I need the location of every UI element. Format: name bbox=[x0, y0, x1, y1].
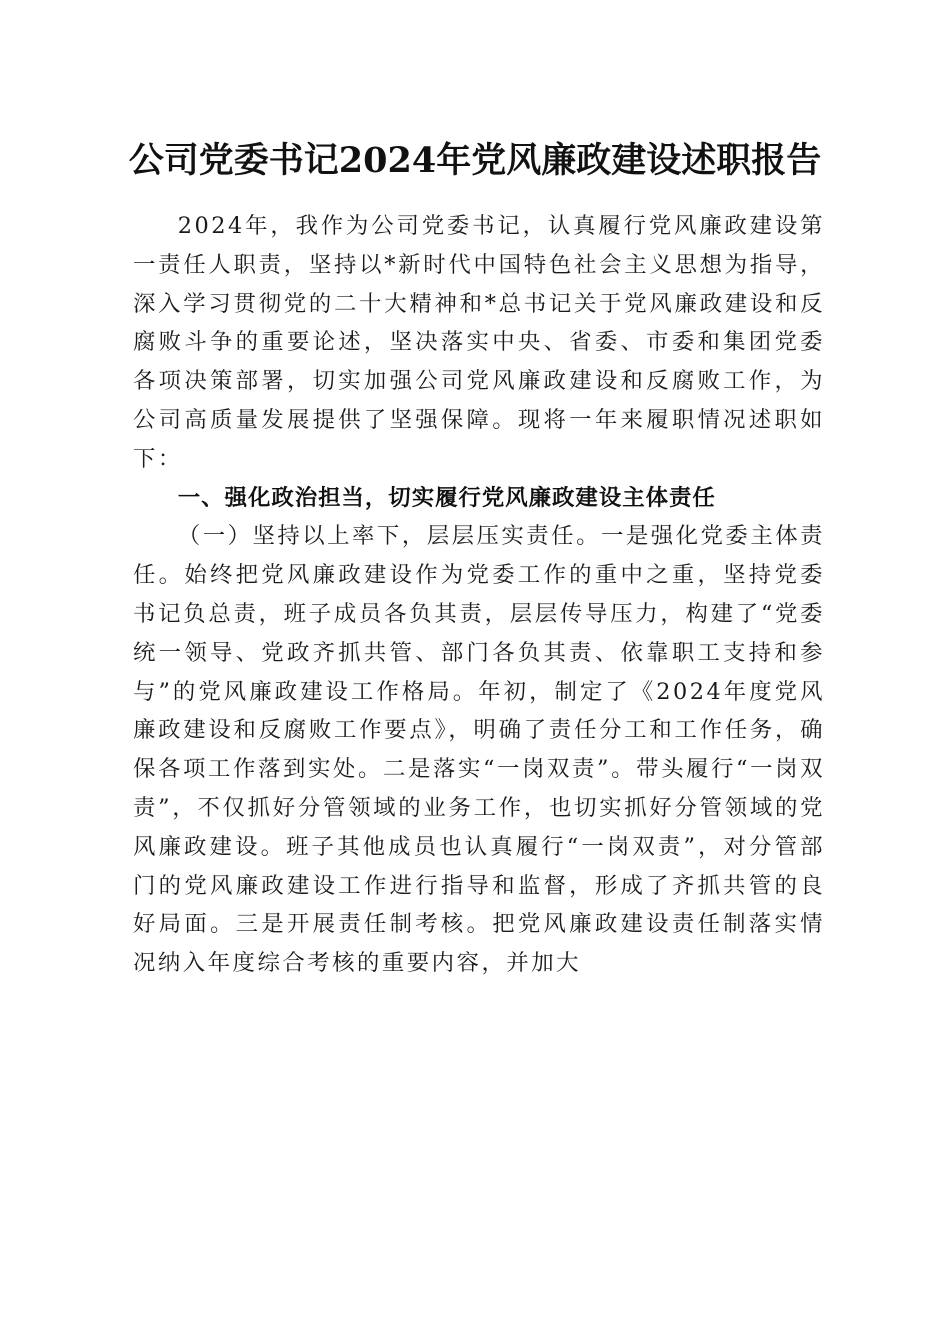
section-heading: 一、强化政治担当，切实履行党风廉政建设主体责任 bbox=[177, 484, 716, 511]
intro-paragraph: 2024年，我作为公司党委书记，认真履行党风廉政建设第一责任人职责，坚持以*新时代中国特色社会主义思想为指导，深入学习贯彻党的二十大精神和*总书记关于党风廉政建设和反腐败斗争的重要论述，坚决落实中央、省委、市委和集团党委各项决策部署，切实加强公司党风廉政建设和反腐败工作，为公司高质量发展提供了坚强保障。现将一年来履职情况述职如下： bbox=[133, 213, 825, 472]
section-paragraph: （一）坚持以上率下，层层压实责任。一是强化党委主体责任。始终把党风廉政建设作为党委工作的重中之重，坚持党委书记负总责，班子成员各负其责，层层传导压力，构建了“党委统一领导、党政齐抓共管、部门各负其责、依靠职工支持和参与”的党风廉政建设工作格局。年初，制定了《2024年度党风廉政建设和反腐败工作要点》，明确了责任分工和工作任务，确保各项工作落到实处。二是落实“一岗双责”。带头履行“一岗双责”，不仅抓好分管领域的业务工作，也切实抓好分管领域的党风廉政建设。班子其他成员也认真履行“一岗双责”，对分管部门的党风廉政建设工作进行指导和监督，形成了齐抓共管的良好局面。三是开展责任制考核。把党风廉政建设责任制落实情况纳入年度综合考核的重要内容，并加大 bbox=[133, 523, 825, 977]
document-body bbox=[133, 207, 825, 983]
document-title: 公司党委书记2024年党风廉政建设述职报告 bbox=[128, 140, 822, 181]
